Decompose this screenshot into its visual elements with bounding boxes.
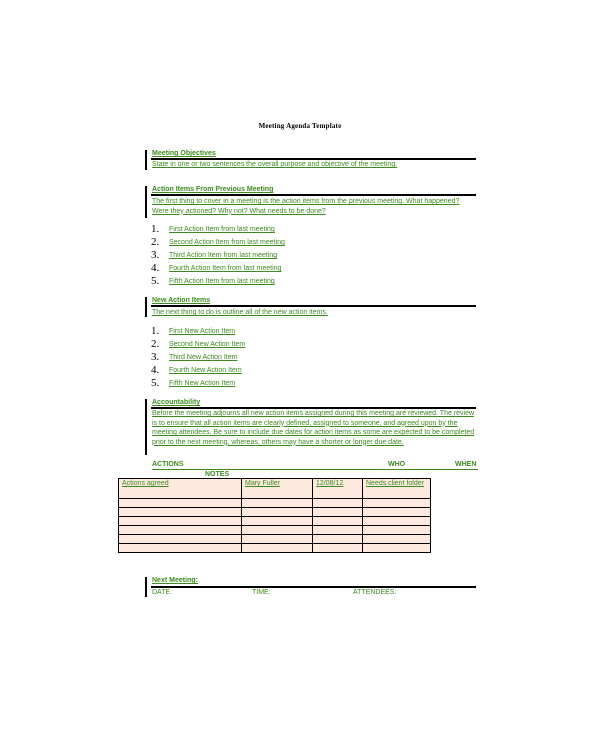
date-label: DATE: bbox=[152, 589, 173, 596]
section-bar bbox=[145, 577, 147, 597]
table-cell[interactable] bbox=[242, 508, 313, 517]
table-cell[interactable] bbox=[313, 544, 363, 553]
table-cell[interactable] bbox=[313, 535, 363, 544]
table-cell[interactable] bbox=[242, 499, 313, 508]
list-number: 4. bbox=[151, 364, 160, 376]
list-number: 3. bbox=[151, 351, 160, 363]
table-cell[interactable] bbox=[313, 517, 363, 526]
list-number: 2. bbox=[151, 236, 160, 248]
list-item-label: Second Action Item from last meeting bbox=[169, 239, 285, 246]
cell-text: Actions agreed bbox=[122, 480, 169, 487]
section-bar bbox=[145, 399, 147, 455]
cell-text: 12/08/12 bbox=[316, 480, 344, 487]
list-number: 1. bbox=[151, 325, 160, 337]
next-meeting-heading: Next Meeting: bbox=[152, 577, 198, 584]
table-row bbox=[119, 544, 431, 553]
table-cell[interactable] bbox=[313, 479, 363, 499]
next-meeting-rule bbox=[151, 586, 476, 588]
list-number: 4. bbox=[151, 262, 160, 274]
table-cell[interactable] bbox=[363, 508, 431, 517]
objectives-text: State in one or two sentences the overall purpose and objective of the meeting. bbox=[152, 161, 398, 168]
actions-table bbox=[118, 478, 431, 553]
table-cell[interactable] bbox=[313, 499, 363, 508]
table-row bbox=[119, 517, 431, 526]
new-actions-heading: New Action Items bbox=[152, 297, 211, 304]
list-item-label: Fourth New Action Item bbox=[169, 367, 242, 374]
list-item-label: Second New Action Item bbox=[169, 341, 246, 348]
table-cell[interactable] bbox=[363, 517, 431, 526]
table-cell[interactable] bbox=[119, 535, 242, 544]
table-row bbox=[119, 526, 431, 535]
list-number: 1. bbox=[151, 223, 160, 235]
table-cell[interactable] bbox=[119, 526, 242, 535]
attendees-label: ATTENDEES: bbox=[353, 589, 397, 596]
table-cell[interactable] bbox=[313, 526, 363, 535]
accountability-heading: Accountability bbox=[152, 399, 201, 406]
objectives-heading: Meeting Objectives bbox=[152, 150, 216, 157]
cell-text: Mary Fuller bbox=[245, 480, 281, 487]
table-cell[interactable] bbox=[363, 526, 431, 535]
table-cell[interactable] bbox=[119, 544, 242, 553]
table-row bbox=[119, 499, 431, 508]
table-cell[interactable] bbox=[119, 499, 242, 508]
table-cell[interactable] bbox=[119, 517, 242, 526]
list-number: 2. bbox=[151, 338, 160, 350]
table-cell[interactable] bbox=[119, 508, 242, 517]
list-item-label: Third New Action Item bbox=[169, 354, 238, 361]
section-bar bbox=[145, 150, 147, 170]
section-bar bbox=[145, 297, 147, 317]
previous-actions-rule bbox=[151, 194, 476, 196]
table-cell[interactable] bbox=[242, 544, 313, 553]
list-item-label: First Action Item from last meeting bbox=[169, 226, 275, 233]
table-cell[interactable] bbox=[363, 479, 431, 499]
table-cell[interactable] bbox=[313, 508, 363, 517]
table-cell[interactable] bbox=[242, 526, 313, 535]
notes-column-label: NOTES bbox=[205, 471, 230, 478]
page-title: Meeting Agenda Template bbox=[258, 122, 342, 130]
list-item-label: Fifth Action Item from last meeting bbox=[169, 278, 275, 285]
new-actions-rule bbox=[151, 305, 476, 307]
list-number: 3. bbox=[151, 249, 160, 261]
table-row bbox=[119, 479, 431, 499]
table-cell[interactable] bbox=[363, 544, 431, 553]
previous-actions-text: The first thing to cover in a meeting is the action items from the previous meeting. What happened? Were they actioned? Why not? What needs to be done? bbox=[152, 198, 460, 215]
previous-actions-heading: Action Items From Previous Meeting bbox=[152, 186, 274, 193]
section-bar bbox=[145, 186, 147, 218]
new-actions-text: The next thing to do is outline all of the new action items. bbox=[152, 309, 328, 316]
table-row bbox=[119, 508, 431, 517]
actions-column-label: ACTIONS bbox=[152, 461, 184, 468]
table-cell[interactable] bbox=[242, 479, 313, 499]
list-item-label: Fourth Action Item from last meeting bbox=[169, 265, 282, 272]
table-cell[interactable] bbox=[242, 517, 313, 526]
list-number: 5. bbox=[151, 377, 160, 389]
accountability-text: Before the meeting adjourns all new action items assigned during this meeting are reviewed. The review is to ensure that all action items are clearly defined, assigned to someone, and agreed upon by the meeting attendees. Be sure to include due dates for action items as some are expected to be completed prior to the next meeting, whereas, others may have a shorter or longer due date. bbox=[152, 410, 475, 446]
list-number: 5. bbox=[151, 275, 160, 287]
cell-text: Needs client folder bbox=[366, 480, 424, 487]
who-column-label: WHO bbox=[388, 461, 406, 468]
time-label: TIME: bbox=[252, 589, 271, 596]
table-cell[interactable] bbox=[119, 479, 242, 499]
table-row bbox=[119, 535, 431, 544]
when-column-label: WHEN bbox=[455, 461, 477, 468]
list-item-label: Third Action Item from last meeting bbox=[169, 252, 278, 259]
table-cell[interactable] bbox=[363, 535, 431, 544]
actions-header-rule bbox=[152, 469, 478, 470]
list-item-label: First New Action Item bbox=[169, 328, 236, 335]
list-item-label: Fifth New Action Item bbox=[169, 380, 236, 387]
table-cell[interactable] bbox=[242, 535, 313, 544]
table-cell[interactable] bbox=[363, 499, 431, 508]
